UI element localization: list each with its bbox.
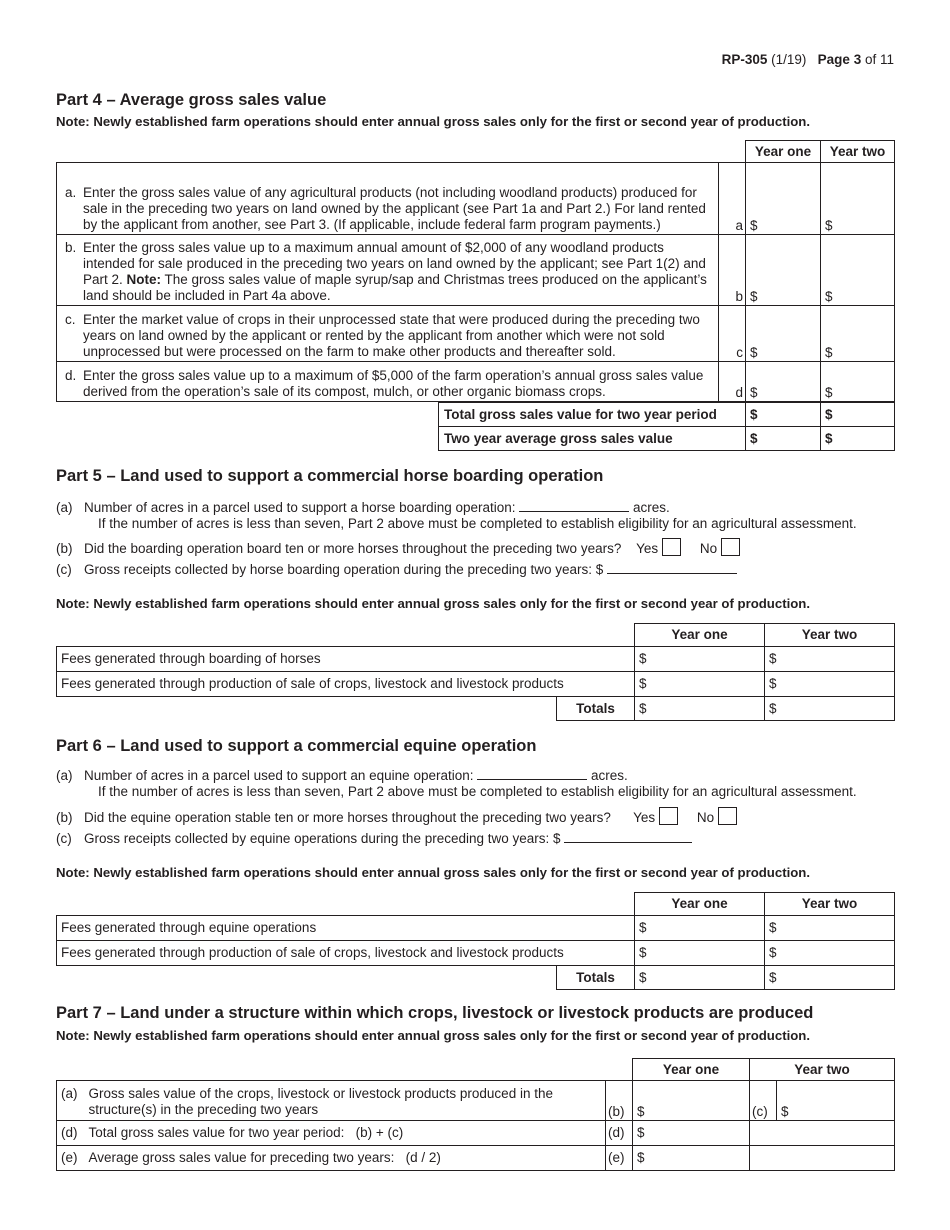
- part6-row-equine: Fees generated through equine operations: [57, 916, 635, 941]
- part6-equine-year-one[interactable]: $: [635, 916, 765, 941]
- part6-question-a-note: If the number of acres is less than seven, Part 2 above must be completed to establish eligibility for an agricultural assessment.: [98, 784, 857, 799]
- part4-row-d-text: Enter the gross sales value up to a maximum of $5,000 of the farm operation’s annual gross sales value derived from the operation’s sale of its compost, mulch, or other organic biomass crops.: [83, 368, 704, 399]
- part7-col-year-two: Year two: [750, 1059, 895, 1081]
- part6-totals-year-one[interactable]: $: [635, 966, 765, 990]
- part4-a-year-one[interactable]: $: [746, 163, 821, 235]
- part5-question-c: (c) Gross receipts collected by horse boarding operation during the preceding two years: $: [56, 562, 737, 577]
- part4-d-year-two[interactable]: $: [821, 362, 895, 402]
- part5-boarding-year-one[interactable]: $: [635, 647, 765, 672]
- part6-totals-label: Totals: [557, 966, 635, 990]
- part4-row-c-text: Enter the market value of crops in their unprocessed state that were produced during the preceding two years on land owned by the applicant or rented by the applicant from another which were not sold unprocessed but were processed on the farm to make other products and thereafter sold.: [83, 312, 700, 359]
- part6-note: Note: Newly established farm operations should enter annual gross sales only for the first or second year of production.: [56, 865, 811, 880]
- part5-row-boarding: Fees generated through boarding of horses: [57, 647, 635, 672]
- part4-a-year-two[interactable]: $: [821, 163, 895, 235]
- part4-title: Part 4 – Average gross sales value: [56, 91, 327, 109]
- part4-b-year-two[interactable]: $: [821, 235, 895, 306]
- part6-question-b: (b) Did the equine operation stable ten or more horses throughout the preceding two years? Yes No: [56, 807, 737, 825]
- part4-row-a: a. Enter the gross sales value of any agricultural products (not including woodland products) produced for sale in the preceding two years on land owned by the applicant (see Part 1a and Part 2.) For land rented by the applicant from another, see Part 3. (If applicable, include federal farm program payments.) a $ $: [57, 163, 895, 235]
- part6-yes-checkbox[interactable]: [659, 807, 678, 825]
- part4-d-year-one[interactable]: $: [746, 362, 821, 402]
- part5-question-b: (b) Did the boarding operation board ten or more horses throughout the preceding two years? Yes No: [56, 538, 740, 556]
- part6-totals-year-two[interactable]: $: [765, 966, 895, 990]
- part7-ref-e: (e): [606, 1146, 633, 1171]
- part4-avg-label: Two year average gross sales value: [439, 427, 746, 451]
- page-header: [722, 52, 894, 67]
- part5-row-crops: Fees generated through production of sale of crops, livestock and livestock products: [57, 672, 635, 697]
- part5-crops-year-one[interactable]: $: [635, 672, 765, 697]
- part4-row-d: d. Enter the gross sales value up to a maximum of $5,000 of the farm operation’s annual gross sales value derived from the operation’s sale of its compost, mulch, or other organic biomass crops. d $ $: [57, 362, 895, 402]
- part4-note: Note: Newly established farm operations should enter annual gross sales only for the first or second year of production.: [56, 114, 811, 129]
- part4-b-year-one[interactable]: $: [746, 235, 821, 306]
- part5-table: [56, 623, 895, 721]
- part5-totals-year-two[interactable]: $: [765, 697, 895, 721]
- part5-col-year-one: Year one: [635, 624, 765, 647]
- part7-col-year-one: Year one: [633, 1059, 750, 1081]
- part7-row-a-label: (a): [57, 1081, 85, 1121]
- part7-d-value[interactable]: $: [633, 1121, 750, 1146]
- part4-line-a: a: [719, 163, 746, 235]
- part6-table: [56, 892, 895, 990]
- part6-acres-field[interactable]: [477, 779, 587, 780]
- form-number: RP-305: [721, 52, 768, 67]
- part4-line-d: d: [719, 362, 746, 402]
- part4-avg-year-two[interactable]: $: [821, 427, 895, 451]
- part4-row-c: c. Enter the market value of crops in their unprocessed state that were produced during the preceding two years on land owned by the applicant or rented by the applicant from another which were not sold unprocessed but were processed on the farm to make other products and thereafter sold. c $ $: [57, 306, 895, 362]
- part7-b-year-one[interactable]: $: [633, 1081, 750, 1121]
- part5-title: Part 5 – Land used to support a commercial horse boarding operation: [56, 467, 604, 485]
- part4-line-c: c: [719, 306, 746, 362]
- part4-c-year-one[interactable]: $: [746, 306, 821, 362]
- part5-receipts-field[interactable]: [607, 573, 737, 574]
- part6-row-crops: Fees generated through production of sale of crops, livestock and livestock products: [57, 941, 635, 966]
- part4-totals-table: [438, 402, 895, 451]
- part6-col-year-two: Year two: [765, 893, 895, 916]
- part7-e-value[interactable]: $: [633, 1146, 750, 1171]
- part4-row-a-text: Enter the gross sales value of any agricultural products (not including woodland products) produced for sale in the preceding two years on land owned by the applicant (see Part 1a and Part 2.) For land rented by the applicant from another, see Part 3. (If applicable, include federal farm program payments.): [83, 185, 706, 232]
- part6-title: Part 6 – Land used to support a commercial equine operation: [56, 737, 537, 755]
- part4-line-b: b: [719, 235, 746, 306]
- part4-total-year-one[interactable]: $: [746, 403, 821, 427]
- part4-total-year-two[interactable]: $: [821, 403, 895, 427]
- part5-question-a: (a) Number of acres in a parcel used to support a horse boarding operation: acres.: [56, 500, 670, 515]
- part5-col-year-two: Year two: [765, 624, 895, 647]
- part7-row-e-label: (e): [57, 1146, 85, 1171]
- part6-crops-year-two[interactable]: $: [765, 941, 895, 966]
- part6-equine-year-two[interactable]: $: [765, 916, 895, 941]
- part4-c-year-two[interactable]: $: [821, 306, 895, 362]
- part6-question-a: (a) Number of acres in a parcel used to support an equine operation: acres.: [56, 768, 628, 783]
- part5-totals-year-one[interactable]: $: [635, 697, 765, 721]
- part7-row-d-label: (d): [57, 1121, 85, 1146]
- part4-row-b-text: Enter the gross sales value up to a maximum annual amount of $2,000 of any woodland products intended for sale produced in the preceding two years on land owned by the applicant; see Part 1(2) and Part 2. Note: The gross sales value of maple syrup/sap and Christmas trees produced on the applicant’s land should be included in Part 4a above.: [83, 240, 707, 303]
- part5-totals-label: Totals: [557, 697, 635, 721]
- part4-col-year-two: Year two: [821, 141, 895, 163]
- part4-total-label: Total gross sales value for two year period: [439, 403, 746, 427]
- part7-ref-b: (b): [606, 1081, 633, 1121]
- form-revision: (1/19): [771, 52, 807, 67]
- part7-c-year-two[interactable]: $: [777, 1081, 895, 1121]
- part6-question-c: (c) Gross receipts collected by equine operations during the preceding two years: $: [56, 831, 692, 846]
- part7-title: Part 7 – Land under a structure within which crops, livestock or livestock products are produced: [56, 1004, 814, 1022]
- part5-boarding-year-two[interactable]: $: [765, 647, 895, 672]
- part4-avg-year-one[interactable]: $: [746, 427, 821, 451]
- part5-acres-field[interactable]: [519, 511, 629, 512]
- part5-yes-checkbox[interactable]: [662, 538, 681, 556]
- part7-table: [56, 1058, 895, 1171]
- part5-crops-year-two[interactable]: $: [765, 672, 895, 697]
- part6-col-year-one: Year one: [635, 893, 765, 916]
- part5-note: Note: Newly established farm operations should enter annual gross sales only for the first or second year of production.: [56, 596, 811, 611]
- page-label: Page 3: [817, 52, 862, 67]
- part7-row-a-text: Gross sales value of the crops, livestock or livestock products produced in the structure(s) in the preceding two years: [85, 1081, 606, 1121]
- part4-col-year-one: Year one: [746, 141, 821, 163]
- part4-table: [56, 140, 895, 402]
- page-of: of 11: [864, 52, 894, 67]
- part7-row-d-text: Total gross sales value for two year period: (b) + (c): [85, 1121, 606, 1146]
- part5-no-checkbox[interactable]: [721, 538, 740, 556]
- part6-crops-year-one[interactable]: $: [635, 941, 765, 966]
- part6-no-checkbox[interactable]: [718, 807, 737, 825]
- part7-note: Note: Newly established farm operations should enter annual gross sales only for the first or second year of production.: [56, 1028, 811, 1043]
- part7-ref-c: (c): [750, 1081, 777, 1121]
- part5-question-a-note: If the number of acres is less than seven, Part 2 above must be completed to establish eligibility for an agricultural assessment.: [98, 516, 857, 531]
- part7-row-e-text: Average gross sales value for preceding two years: (d / 2): [85, 1146, 606, 1171]
- part6-receipts-field[interactable]: [564, 842, 692, 843]
- part7-ref-d: (d): [606, 1121, 633, 1146]
- part4-row-b: b. Enter the gross sales value up to a maximum annual amount of $2,000 of any woodland products intended for sale produced in the preceding two years on land owned by the applicant; see Part 1(2) and Part 2. Note: The gross sales value of maple syrup/sap and Christmas trees produced on the applicant’s land should be included in Part 4a above. b $ $: [57, 235, 895, 306]
